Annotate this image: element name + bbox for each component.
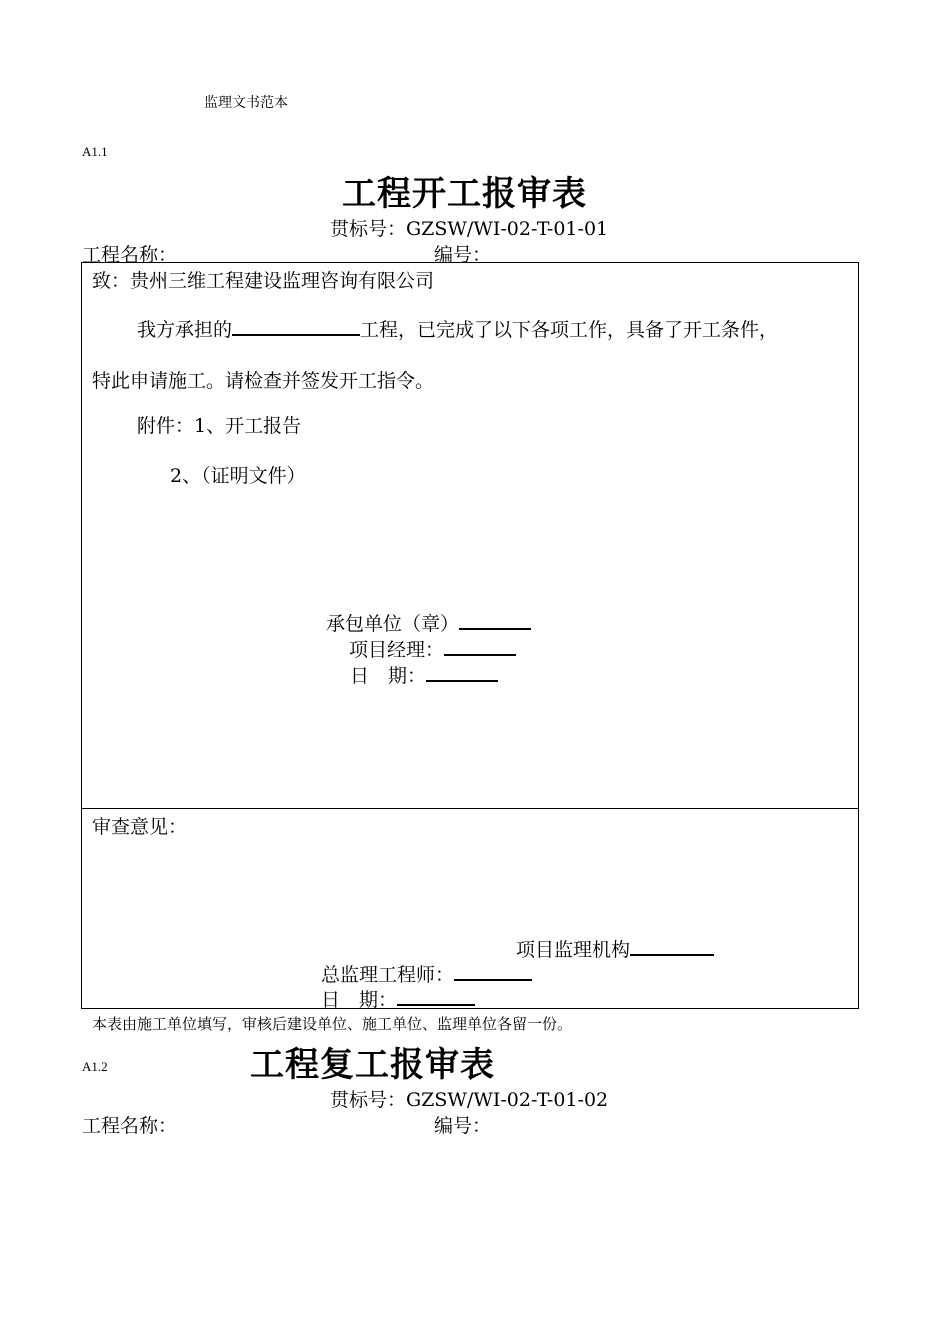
form1-divider — [82, 808, 858, 809]
chief-engineer-label: 总监理工程师： — [321, 964, 455, 986]
pm-blank[interactable] — [444, 636, 516, 656]
date-label: 日 期： — [350, 665, 427, 687]
chief-engineer-blank[interactable] — [454, 961, 532, 981]
form2-number-label: 编号： — [434, 1115, 492, 1137]
review-date — [321, 985, 475, 1012]
para1-prefix: 我方承担的 — [137, 319, 233, 341]
review-date-blank[interactable] — [397, 986, 475, 1006]
contractor-blank[interactable] — [459, 610, 531, 630]
form1-attachment-2: 2、（证明文件） — [170, 465, 306, 487]
pm-label: 项目经理： — [349, 639, 445, 661]
form1-title: 工程开工报审表 — [342, 174, 587, 214]
date-blank[interactable] — [426, 662, 498, 682]
project-blank[interactable] — [232, 316, 360, 336]
form1-attachment-1: 附件：1、开工报告 — [137, 415, 302, 437]
page-header: 监理文书范本 — [204, 95, 288, 111]
supervision-org-signature — [516, 935, 714, 962]
form1-code: A1.1 — [82, 144, 108, 159]
form2-title: 工程复工报审表 — [250, 1045, 495, 1085]
review-date-label: 日 期： — [321, 989, 398, 1011]
form1-standard-no: 贯标号：GZSW/WI-02-T-01-01 — [330, 218, 609, 240]
supervision-org-label: 项目监理机构 — [516, 939, 631, 961]
form1-to-line: 致：贵州三维工程建设监理咨询有限公司 — [92, 270, 435, 292]
contractor-label: 承包单位（章） — [326, 613, 460, 635]
supervision-org-blank[interactable] — [630, 936, 714, 956]
form1-paragraph-1 — [137, 315, 778, 342]
form2-project-name-label: 工程名称： — [82, 1115, 178, 1137]
form2-standard-no: 贯标号：GZSW/WI-02-T-01-02 — [330, 1089, 609, 1111]
form1-project-name-label: 工程名称： — [82, 244, 178, 266]
contractor-signature — [326, 609, 531, 636]
chief-engineer-signature — [321, 960, 532, 987]
project-manager-signature — [349, 635, 516, 662]
form1-footnote: 本表由施工单位填写，审核后建设单位、施工单位、监理单位各留一份。 — [92, 1015, 573, 1033]
form2-code: A1.2 — [82, 1059, 108, 1074]
contractor-date — [350, 661, 498, 688]
form1-number-label: 编号： — [434, 244, 492, 266]
review-label: 审查意见： — [92, 816, 188, 838]
form1-paragraph-2: 特此申请施工。请检查并签发开工指令。 — [92, 370, 435, 392]
para1-suffix: 工程，已完成了以下各项工作，具备了开工条件， — [360, 319, 779, 341]
